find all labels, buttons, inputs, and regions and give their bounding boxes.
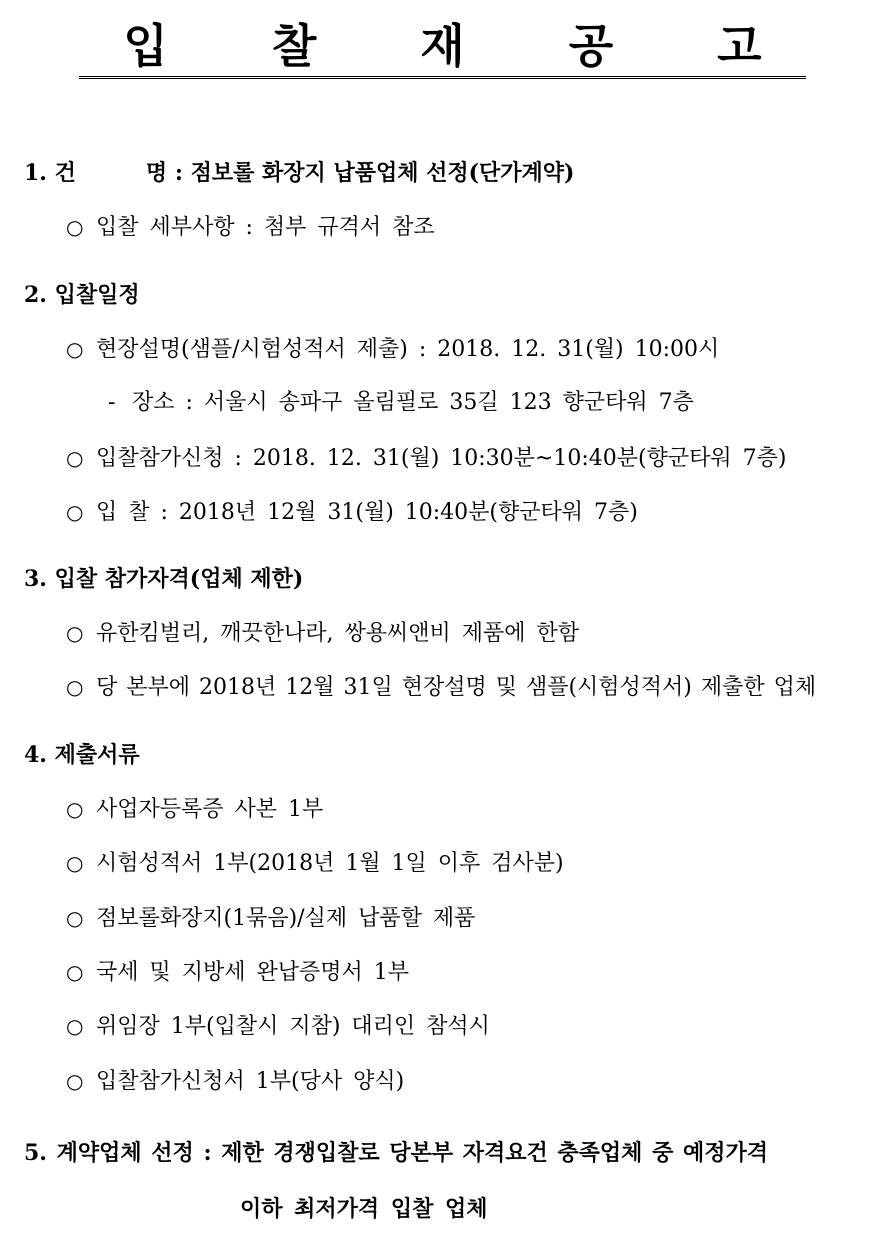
section-3-heading: 3. 입찰 참가자격(업체 제한) [24,566,304,592]
page-title: 입 찰 재 공 고 [79,18,805,79]
bullet-circle-icon: ○ [66,446,84,470]
section-1-separator: : [174,160,183,186]
bullet-circle-icon: ○ [66,675,84,699]
list-item: ○ 입 찰 : 2018년 12월 31(월) 10:40분(향군타워 7층) [66,497,638,528]
list-item: ○ 현장설명(샘플/시험성적서 제출) : 2018. 12. 31(월) 10:00시 [66,334,719,365]
list-subitem: - 장소 : 서울시 송파구 올림필로 35길 123 향군타워 7층 [108,388,694,418]
list-item: ○ 당 본부에 2018년 12월 31일 현장설명 및 샘플(시험성적서) 제출한 업체 [66,672,816,703]
list-item: ○ 입찰 세부사항 : 첨부 규격서 참조 [66,212,435,243]
bullet-circle-icon: ○ [66,337,84,361]
title-wrapper [0,18,885,79]
section-1-value: 점보롤 화장지 납품업체 선정(단가계약) [190,160,575,186]
section-1-label-a: 건 [54,160,76,186]
section-1-number: 1. [24,160,47,186]
bullet-circle-icon: ○ [66,1069,84,1093]
bullet-circle-icon: ○ [66,500,84,524]
bullet-circle-icon: ○ [66,960,84,984]
bullet-circle-icon: ○ [66,621,84,645]
bullet-circle-icon: ○ [66,851,84,875]
bullet-circle-icon: ○ [66,1014,84,1038]
list-item: ○ 입찰참가신청 : 2018. 12. 31(월) 10:30분~10:40분(향군타워 7층) [66,443,786,474]
section-1-heading [24,158,574,188]
list-item: ○ 시험성적서 1부(2018년 1월 1일 이후 검사분) [66,848,564,879]
section-5-heading: 5. 계약업체 선정 : 제한 경쟁입찰로 당본부 자격요건 충족업체 중 예정가격 [24,1140,768,1166]
section-1-label-b: 명 [145,160,168,186]
list-item: ○ 국세 및 지방세 완납증명서 1부 [66,957,409,988]
bullet-circle-icon: ○ [66,797,84,821]
bullet-circle-icon: ○ [66,215,84,239]
section-5-heading-continued: 이하 최저가격 입찰 업체 [240,1196,488,1222]
list-item: ○ 위임장 1부(입찰시 지참) 대리인 참석시 [66,1011,490,1042]
list-item: ○ 점보롤화장지(1묶음)/실제 납품할 제품 [66,903,475,934]
list-item: ○ 유한킴벌리, 깨끗한나라, 쌍용씨앤비 제품에 한함 [66,618,579,649]
dash-icon: - [108,390,116,415]
list-item: ○ 입찰참가신청서 1부(당사 양식) [66,1066,404,1097]
section-2-heading: 2. 입찰일정 [24,282,140,308]
list-item: ○ 사업자등록증 사본 1부 [66,794,323,825]
bullet-circle-icon: ○ [66,906,84,930]
section-4-heading: 4. 제출서류 [24,742,140,768]
